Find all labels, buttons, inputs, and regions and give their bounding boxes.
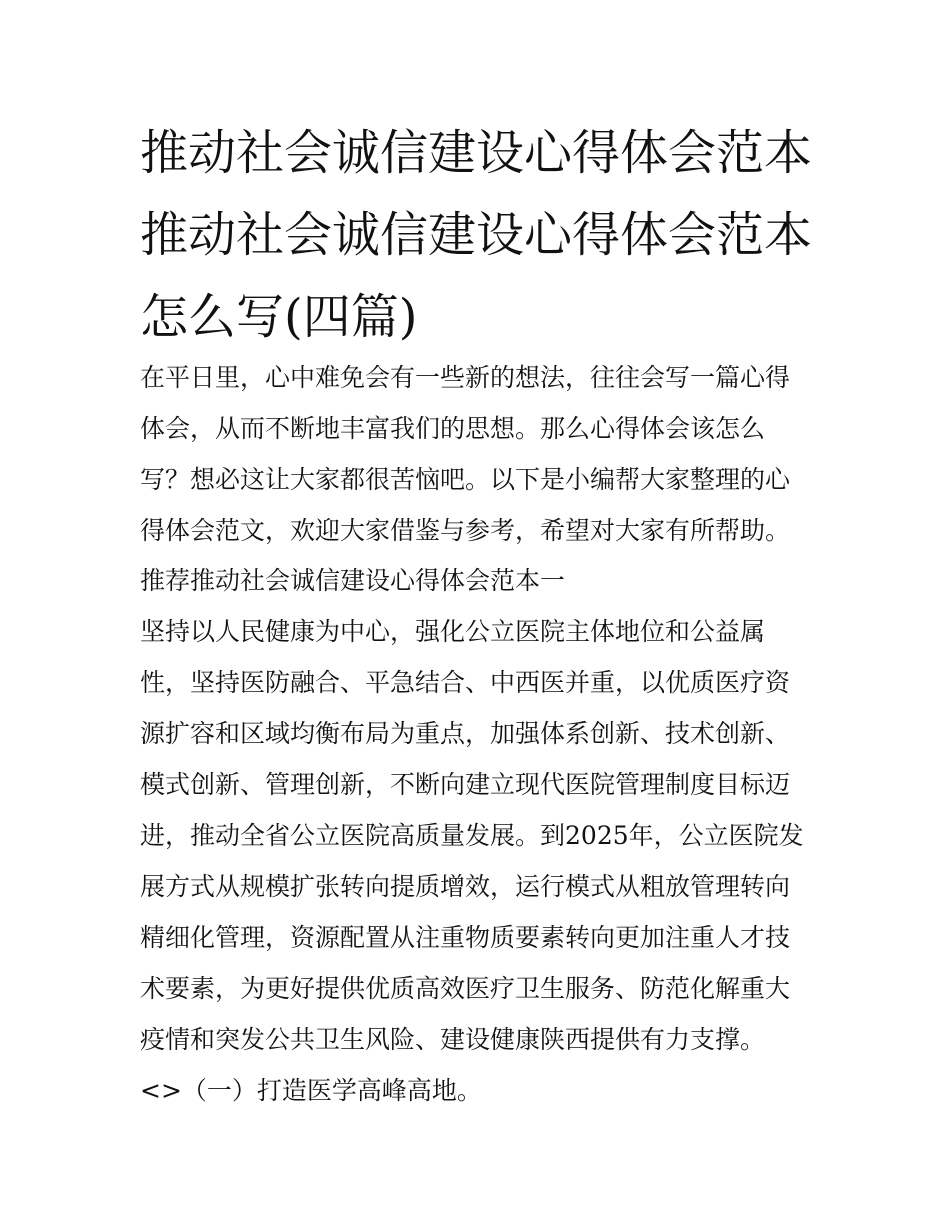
subsection-heading: <>（一）打造医学高峰高地。 xyxy=(140,1076,482,1105)
document-title: 推动社会诚信建设心得体会范本 推动社会诚信建设心得体会范本怎么写(四篇) xyxy=(140,125,813,345)
section-heading: 推荐推动社会诚信建设心得体会范本一 xyxy=(140,566,566,595)
intro-paragraph: 在平日里，心中难免会有一些新的想法，往往会写一篇心得体会，从而不断地丰富我们的思想。那么心得体会该怎么写？想必这让大家都很苦恼吧。以下是小编帮大家整理的心得体会范文，欢迎大家借鉴与参考，希望对大家有所帮助。 xyxy=(140,363,791,545)
body-paragraph: 坚持以人民健康为中心，强化公立医院主体地位和公益属性，坚持医防融合、平急结合、中西医并重，以优质医疗资源扩容和区域均衡布局为重点，加强体系创新、技术创新、模式创新、管理创新，不断向建立现代医院管理制度目标迈进，推动全省公立医院高质量发展。到2025年，公立医院发展方式从规模扩张转向提质增效，运行模式从粗放管理转向精细化管理，资源配置从注重物质要素转向更加注重人才技术要素，为更好提供优质高效医疗卫生服务、防范化解重大疫情和突发公共卫生风险、建设健康陕西提供有力支撑。 xyxy=(140,617,804,1054)
